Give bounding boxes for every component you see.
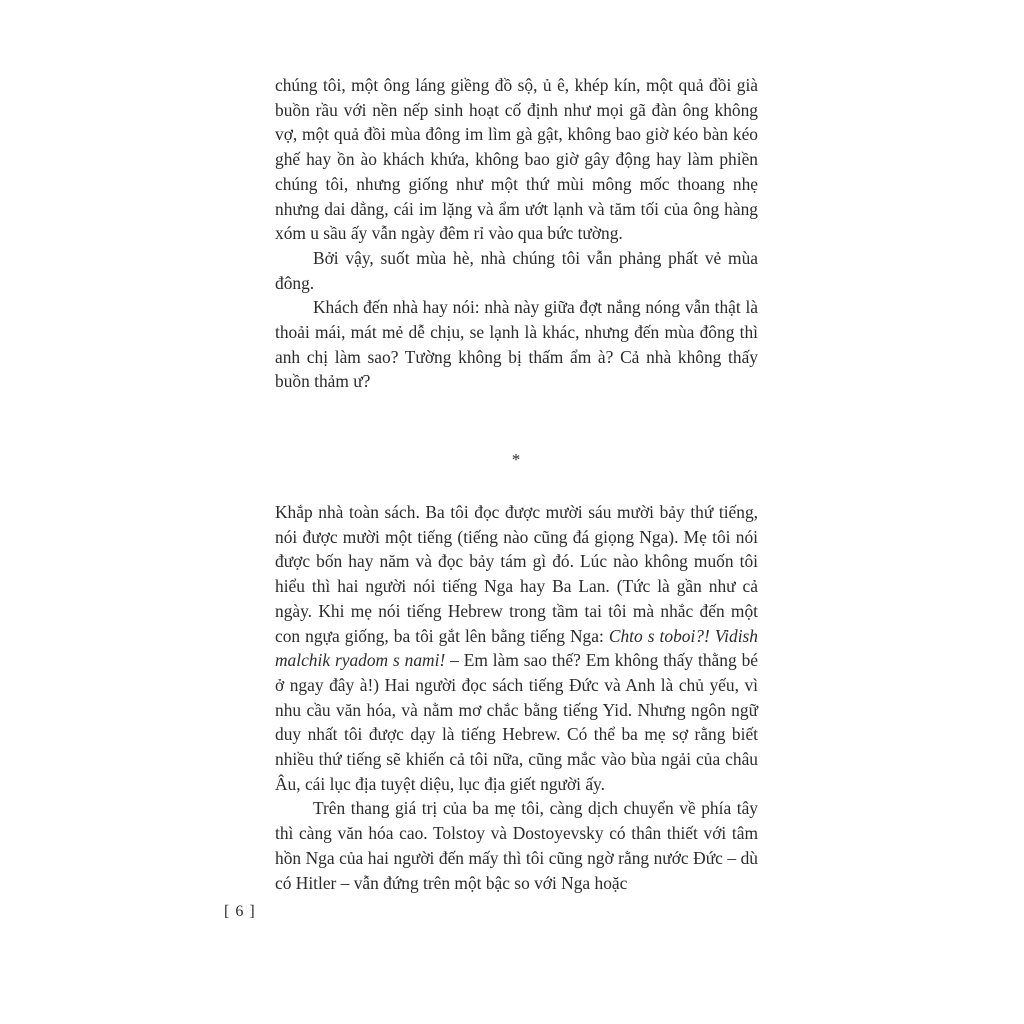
paragraph: Khách đến nhà hay nói: nhà này giữa đợt nắng nóng vẫn thật là thoải mái, mát mẻ dễ chịu, se lạnh là khác, nhưng đến mùa đông thì anh chị làm sao? Tường không bị thấm ẩm à? Cả nhà không thấy buồn thảm ư? [275, 297, 758, 392]
text-section-top [275, 73, 758, 394]
paragraph [275, 500, 758, 796]
paragraph: Trên thang giá trị của ba mẹ tôi, càng dịch chuyển về phía tây thì càng văn hóa cao. Tolstoy và Dostoyevsky có thân thiết với tâm hồn Nga của hai người đến mấy thì tôi cũng ngờ rằng nước Đức – dù có Hitler – vẫn đứng trên một bậc so với Nga hoặc [275, 798, 758, 893]
paragraph: chúng tôi, một ông láng giềng đồ sộ, ủ ê, khép kín, một quả đồi già buồn rầu với nền nếp sinh hoạt cố định như mọi gã đàn ông không vợ, một quả đồi mùa đông im lìm gà gật, không bao giờ kéo bàn kéo ghế hay ồn ào khách khứa, không bao giờ gây động hay làm phiền chúng tôi, nhưng giống như một thứ mùi mông mốc thoang nhẹ nhưng dai dẳng, cái im lặng và ẩm ướt lạnh và tăm tối của ông hàng xóm u sầu ấy vẫn ngày đêm rỉ vào qua bức tường. [275, 75, 758, 244]
text-section-bottom [275, 500, 758, 895]
russian-quote: Chto s toboi?! Vidish malchik ryadom s nami! [275, 625, 758, 671]
paragraph-text: – Em làm sao thế? Em không thấy thằng bé ở ngay đây à!) Hai người đọc sách tiếng Đức và Anh là chủ yếu, vì nhu cầu văn hóa, và nằm mơ chắc bằng tiếng Yid. Nhưng ngôn ngữ duy nhất tôi được dạy là tiếng Hebrew. Có thể ba mẹ sợ rằng biết nhiều thứ tiếng sẽ khiến cả tôi nữa, cũng mắc vào bùa ngải của châu Âu, cái lục địa tuyệt diệu, lục địa giết người ấy. [275, 650, 758, 794]
paragraph-text: Khắp nhà toàn sách. Ba tôi đọc được mười sáu mười bảy thứ tiếng, nói được mười một tiếng (tiếng nào cũng đá giọng Nga). Mẹ tôi nói được bốn hay năm và đọc bảy tám gì đó. Lúc nào không muốn tôi hiểu thì hai người nói tiếng Nga hay Ba Lan. (Tức là gần như cả ngày. Khi mẹ nói tiếng Hebrew trong tầm tai tôi mà nhắc đến một con ngựa giống, ba tôi gắt lên bằng tiếng Nga: [275, 502, 758, 646]
page-number: [ 6 ] [224, 903, 256, 920]
section-separator: * [511, 450, 521, 469]
paragraph: Bởi vậy, suốt mùa hè, nhà chúng tôi vẫn phảng phất vẻ mùa đông. [275, 247, 758, 293]
